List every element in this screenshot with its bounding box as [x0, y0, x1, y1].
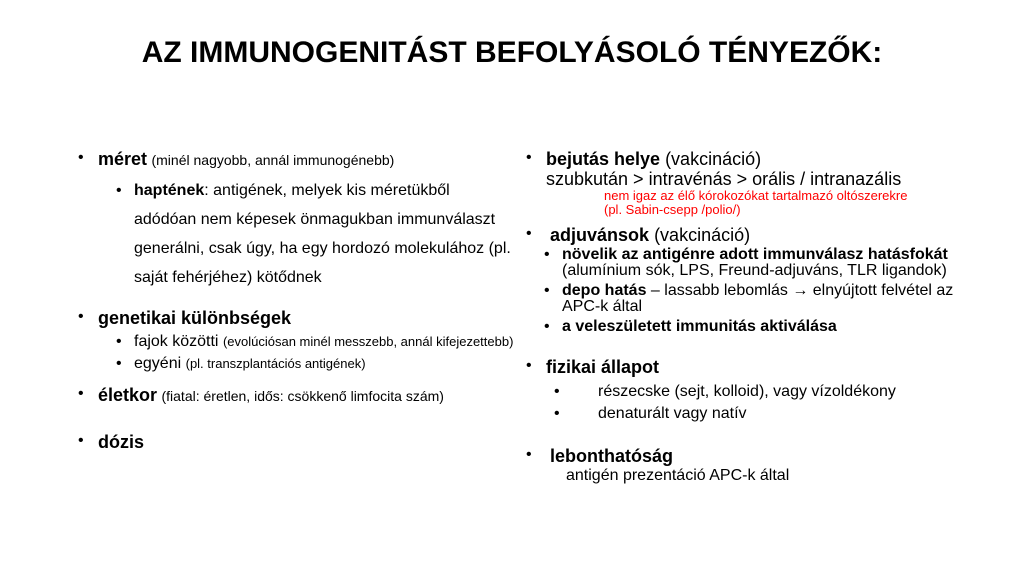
bullet-bejutas [524, 149, 1004, 217]
genetikai-term: genetikai különbségek [98, 308, 292, 328]
fizikai-item2-text: denaturált vagy natív [598, 405, 747, 422]
slide-title: AZ IMMUNOGENITÁST BEFOLYÁSOLÓ TÉNYEZŐK: [141, 36, 883, 69]
bullet-dozis [76, 432, 516, 453]
haptenek-term: haptének [134, 182, 205, 199]
fizikai-term: fizikai állapot [546, 357, 660, 377]
bullet-haptenek [114, 176, 516, 292]
bejutas-red2: (pl. Sabin-csepp /polio/) [604, 202, 741, 217]
adjuvans-sub1-rest: (alumínium sók, LPS, Freund-adjuváns, TLR ligandok) [562, 262, 947, 279]
eletkor-term: életkor [98, 385, 158, 405]
bullet-adjuvans-sub1 [542, 247, 962, 279]
meret-note: (minél nagyobb, annál immunogénebb) [151, 152, 395, 168]
left-column [76, 147, 516, 453]
bejutas-term: bejutás helye [546, 149, 661, 169]
adjuvans-sub1-bold: növelik az antigénre adott immunválasz hatásfokát [562, 246, 948, 263]
fajok-note: (evolúciósan minél messzebb, annál kifejezettebb) [222, 334, 514, 349]
egyeni-note: (pl. transzplantációs antigének) [185, 356, 366, 371]
bullet-adjuvansok [524, 225, 1004, 245]
fajok-text: fajok közötti [134, 333, 219, 350]
bullet-egyeni [114, 355, 516, 373]
bullet-meret [76, 149, 516, 170]
bullet-adjuvans-sub2 [542, 283, 962, 315]
bejutas-line2: szubkután > intravénás > orális / intranazális [546, 169, 902, 189]
bullet-genetikai [76, 308, 516, 329]
meret-term: méret [98, 149, 148, 169]
right-column [524, 147, 1004, 484]
dozis-term: dózis [98, 432, 145, 452]
bullet-fajok [114, 333, 516, 351]
lebonthatosag-line2: antigén prezentáció APC-k által [566, 467, 790, 484]
adjuvansok-term: adjuvánsok [550, 225, 650, 245]
adjuvansok-note: (vakcináció) [654, 225, 751, 245]
fizikai-item1-text: részecske (sejt, kolloid), vagy vízoldékony [598, 383, 896, 400]
eletkor-note: (fiatal: éretlen, idős: csökkenő limfocita szám) [161, 388, 444, 404]
fizikai-item1 [542, 382, 1004, 402]
bullet-eletkor [76, 385, 516, 406]
bullet-adjuvans-sub3 [542, 319, 962, 335]
lebonthatosag-term: lebonthatóság [550, 446, 674, 466]
adjuvans-sub2-rest: – lassabb lebomlás → elnyújtott felvétel az APC-k által [562, 282, 954, 315]
bullet-fizikai [524, 357, 1004, 378]
adjuvans-sub3-bold: a veleszületett immunitás aktiválása [562, 318, 837, 335]
bullet-lebonthatosag [524, 446, 1004, 484]
egyeni-text: egyéni [134, 355, 182, 372]
bejutas-note: (vakcináció) [665, 149, 762, 169]
haptenek-text: : antigének, melyek kis méretükből adódóan nem képesek önmagukban immunválaszt generálni, csak úgy, ha egy hordozó molekulához (pl. saját fehérjéhez) kötődnek [134, 182, 511, 286]
adjuvans-sub2-bold: depo hatás [562, 282, 647, 299]
fizikai-item2 [542, 404, 1004, 424]
bejutas-red1: nem igaz az élő kórokozókat tartalmazó oltószerekre [604, 188, 908, 203]
